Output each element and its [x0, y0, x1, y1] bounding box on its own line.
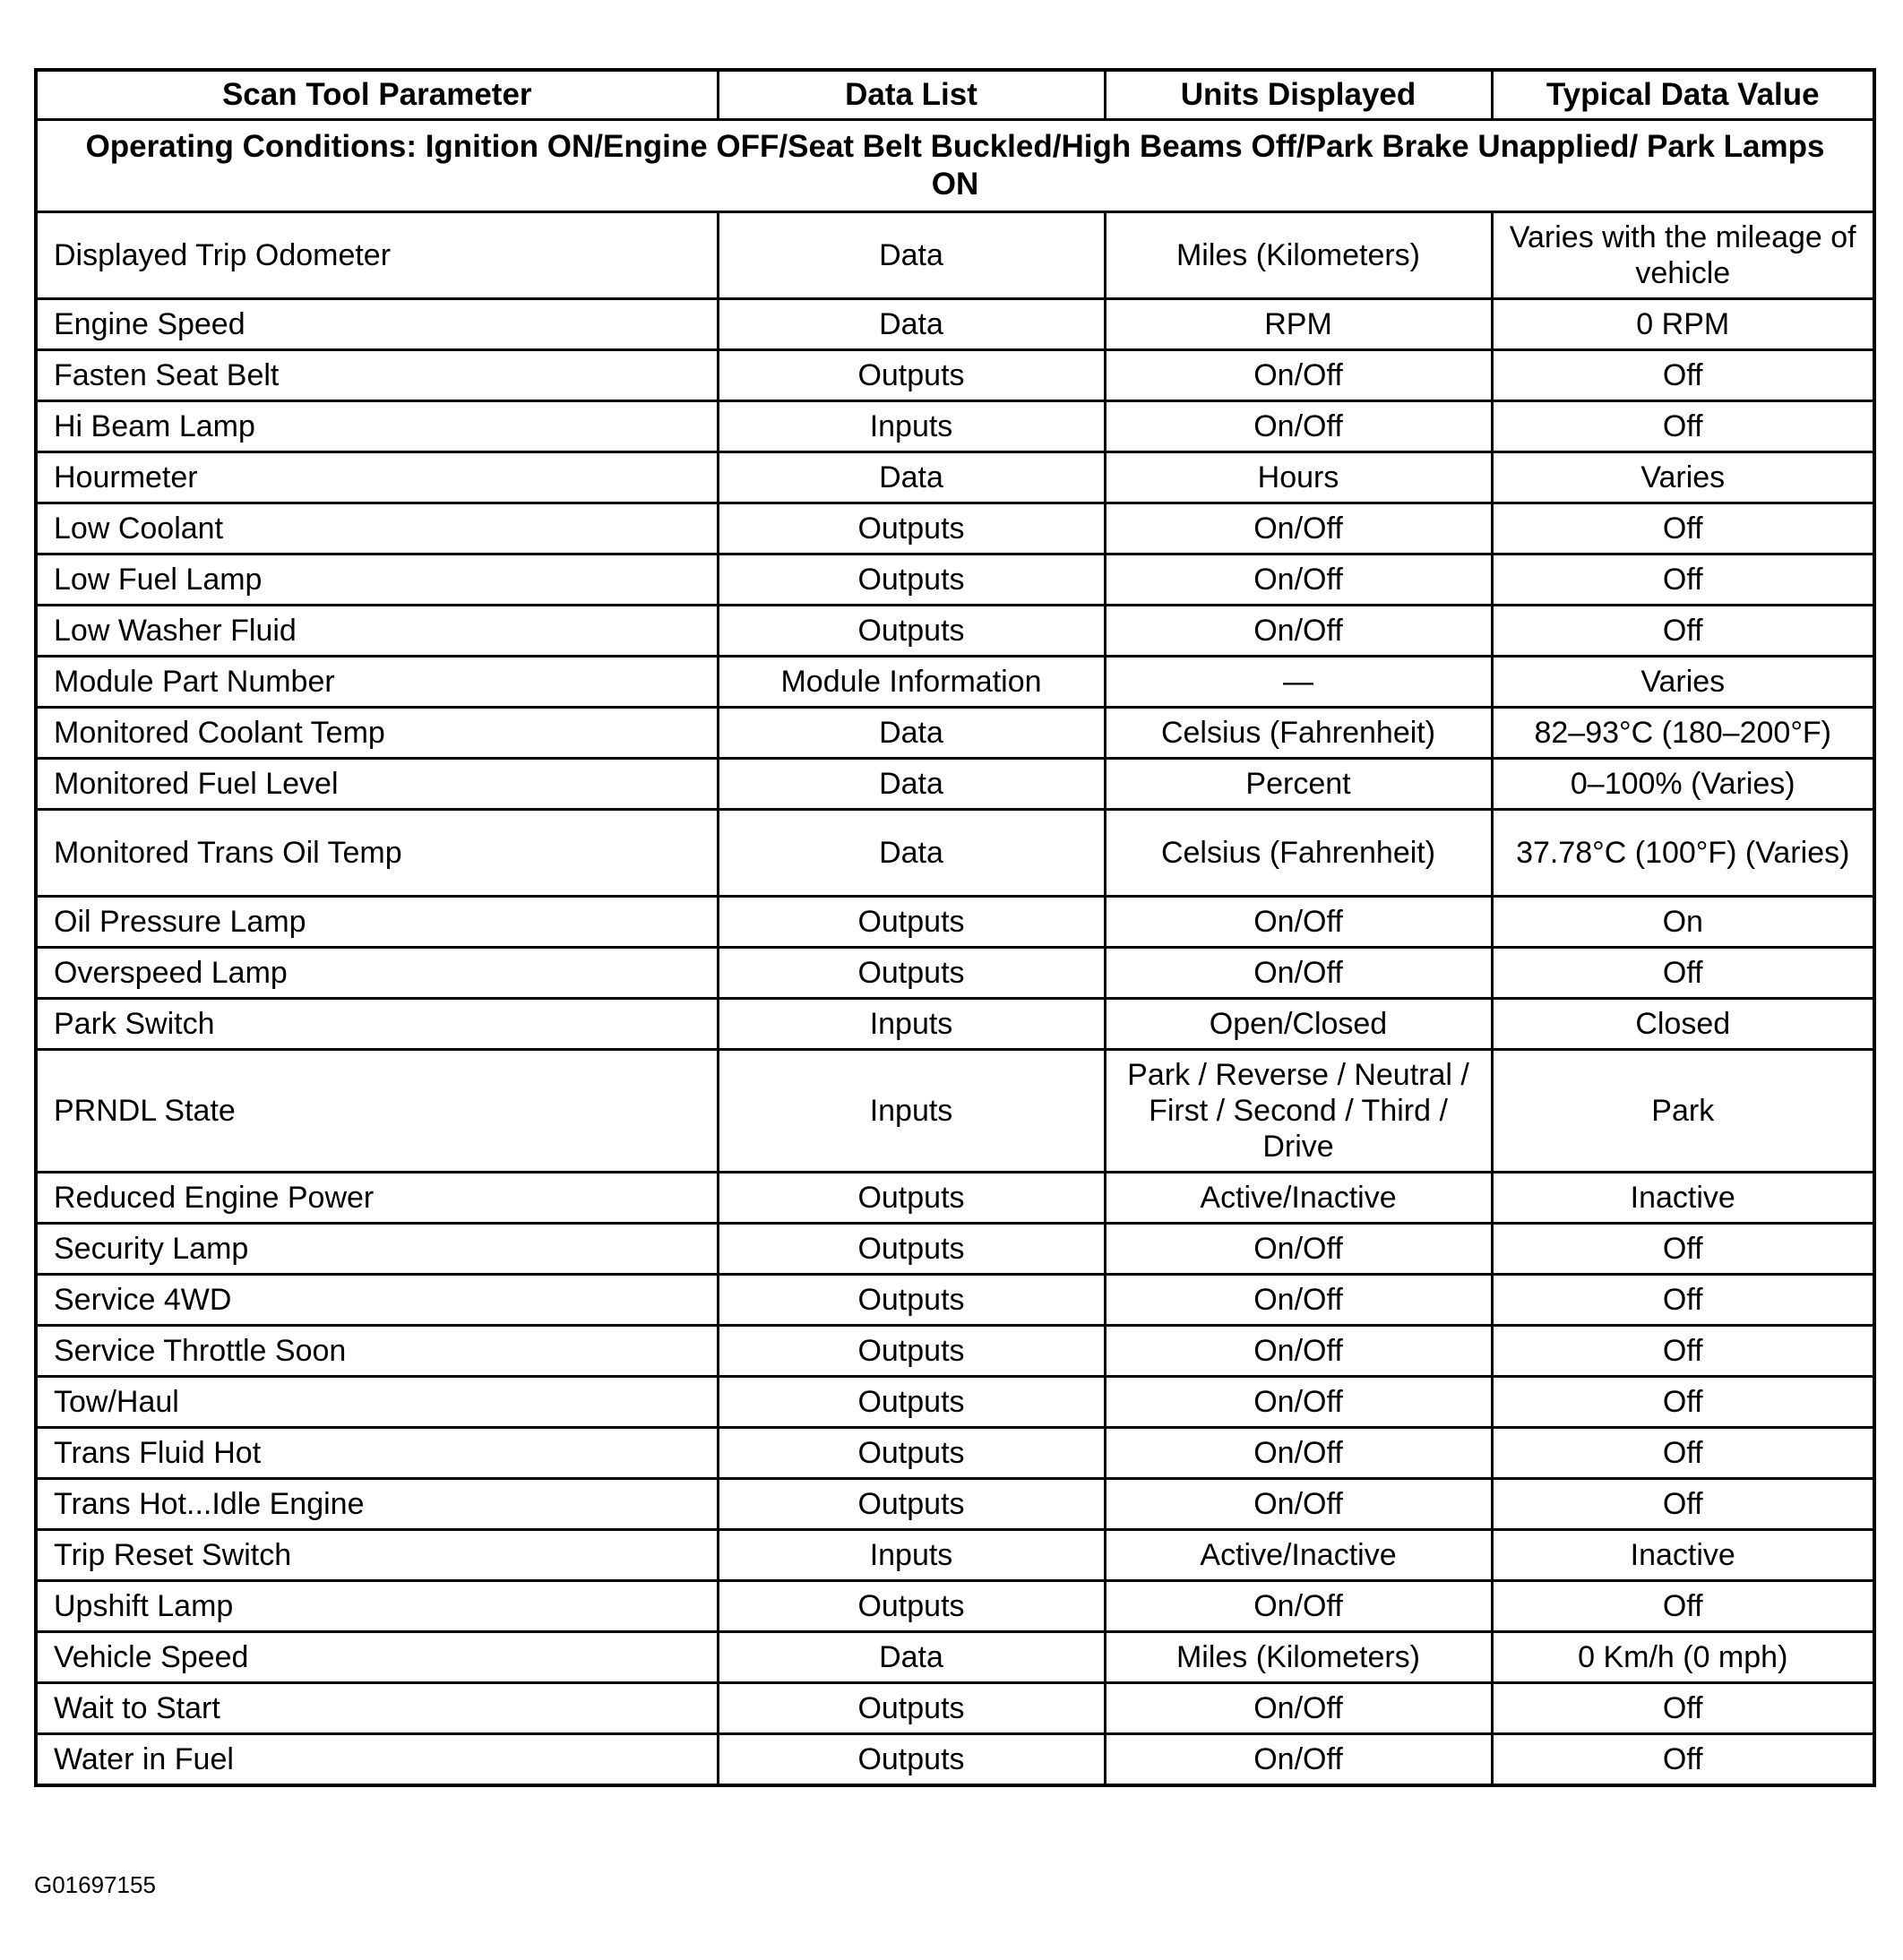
figure-id: G01697155: [34, 1871, 156, 1898]
data-list-cell: Inputs: [718, 1050, 1105, 1173]
data-list-cell: Outputs: [718, 897, 1105, 948]
parameter-cell: Tow/Haul: [36, 1377, 718, 1428]
typical-value-cell: Off: [1492, 554, 1874, 606]
table-row: [36, 1683, 1874, 1734]
units-cell: On/Off: [1105, 1581, 1492, 1632]
units-cell: Hours: [1105, 452, 1492, 503]
typical-value-cell: Off: [1492, 606, 1874, 657]
typical-value-cell: Closed: [1492, 999, 1874, 1050]
units-cell: On/Off: [1105, 401, 1492, 452]
table-row: [36, 554, 1874, 606]
table-row: [36, 1173, 1874, 1224]
data-list-cell: Data: [718, 299, 1105, 350]
typical-value-cell: 82–93°C (180–200°F): [1492, 708, 1874, 759]
units-cell: Celsius (Fahrenheit): [1105, 810, 1492, 897]
data-list-cell: Outputs: [718, 554, 1105, 606]
parameter-cell: Displayed Trip Odometer: [36, 212, 718, 299]
header-row: [36, 70, 1874, 120]
units-cell: On/Off: [1105, 948, 1492, 999]
typical-value-cell: Off: [1492, 1581, 1874, 1632]
units-cell: On/Off: [1105, 1224, 1492, 1275]
parameter-cell: Trans Hot...Idle Engine: [36, 1479, 718, 1530]
typical-value-cell: Inactive: [1492, 1173, 1874, 1224]
data-list-cell: Data: [718, 1632, 1105, 1683]
data-list-cell: Outputs: [718, 1479, 1105, 1530]
parameter-cell: Monitored Fuel Level: [36, 759, 718, 810]
units-cell: Active/Inactive: [1105, 1173, 1492, 1224]
typical-value-cell: 0 RPM: [1492, 299, 1874, 350]
units-cell: Celsius (Fahrenheit): [1105, 708, 1492, 759]
header-scan-tool-parameter: Scan Tool Parameter: [36, 70, 718, 120]
units-cell: —: [1105, 657, 1492, 708]
operating-conditions: Operating Conditions: Ignition ON/Engine OFF/Seat Belt Buckled/High Beams Off/Park Brake Unapplied/ Park Lamps ON: [36, 120, 1874, 212]
table-row: [36, 299, 1874, 350]
typical-value-cell: 0 Km/h (0 mph): [1492, 1632, 1874, 1683]
typical-value-cell: Off: [1492, 1683, 1874, 1734]
header-units-displayed: Units Displayed: [1105, 70, 1492, 120]
table-row: [36, 948, 1874, 999]
parameter-cell: Monitored Trans Oil Temp: [36, 810, 718, 897]
parameter-cell: Oil Pressure Lamp: [36, 897, 718, 948]
units-cell: Open/Closed: [1105, 999, 1492, 1050]
data-list-cell: Data: [718, 212, 1105, 299]
data-list-cell: Outputs: [718, 1581, 1105, 1632]
scan-tool-data-table: [34, 68, 1876, 1787]
data-list-cell: Module Information: [718, 657, 1105, 708]
units-cell: On/Off: [1105, 1479, 1492, 1530]
typical-value-cell: Off: [1492, 1326, 1874, 1377]
table-row: [36, 1050, 1874, 1173]
data-list-cell: Outputs: [718, 1224, 1105, 1275]
data-list-cell: Inputs: [718, 999, 1105, 1050]
units-cell: On/Off: [1105, 554, 1492, 606]
parameter-cell: Low Fuel Lamp: [36, 554, 718, 606]
typical-value-cell: Inactive: [1492, 1530, 1874, 1581]
data-list-cell: Inputs: [718, 1530, 1105, 1581]
units-cell: Miles (Kilometers): [1105, 212, 1492, 299]
parameter-cell: Upshift Lamp: [36, 1581, 718, 1632]
data-list-cell: Data: [718, 759, 1105, 810]
data-list-cell: Outputs: [718, 350, 1105, 401]
table-row: [36, 1377, 1874, 1428]
units-cell: On/Off: [1105, 350, 1492, 401]
data-list-cell: Outputs: [718, 1173, 1105, 1224]
data-list-cell: Outputs: [718, 1326, 1105, 1377]
typical-value-cell: Park: [1492, 1050, 1874, 1173]
table-row: [36, 452, 1874, 503]
typical-value-cell: Off: [1492, 1428, 1874, 1479]
table-row: [36, 657, 1874, 708]
table-row: [36, 212, 1874, 299]
parameter-cell: Hourmeter: [36, 452, 718, 503]
table-row: [36, 1530, 1874, 1581]
units-cell: On/Off: [1105, 1326, 1492, 1377]
table-row: [36, 503, 1874, 554]
units-cell: Percent: [1105, 759, 1492, 810]
typical-value-cell: Off: [1492, 1479, 1874, 1530]
table-row: [36, 708, 1874, 759]
units-cell: On/Off: [1105, 503, 1492, 554]
parameter-cell: Trans Fluid Hot: [36, 1428, 718, 1479]
parameter-cell: Module Part Number: [36, 657, 718, 708]
parameter-cell: Fasten Seat Belt: [36, 350, 718, 401]
parameter-cell: Security Lamp: [36, 1224, 718, 1275]
parameter-cell: Hi Beam Lamp: [36, 401, 718, 452]
data-list-cell: Data: [718, 708, 1105, 759]
data-list-cell: Outputs: [718, 1377, 1105, 1428]
typical-value-cell: Off: [1492, 350, 1874, 401]
parameter-cell: Service Throttle Soon: [36, 1326, 718, 1377]
typical-value-cell: Off: [1492, 1734, 1874, 1786]
units-cell: RPM: [1105, 299, 1492, 350]
data-list-cell: Outputs: [718, 503, 1105, 554]
typical-value-cell: Off: [1492, 503, 1874, 554]
data-list-cell: Outputs: [718, 1734, 1105, 1786]
parameter-cell: Water in Fuel: [36, 1734, 718, 1786]
typical-value-cell: On: [1492, 897, 1874, 948]
data-list-cell: Inputs: [718, 401, 1105, 452]
units-cell: On/Off: [1105, 1683, 1492, 1734]
typical-value-cell: Varies: [1492, 452, 1874, 503]
parameter-cell: Overspeed Lamp: [36, 948, 718, 999]
table-row: [36, 999, 1874, 1050]
parameter-cell: Low Washer Fluid: [36, 606, 718, 657]
units-cell: On/Off: [1105, 1734, 1492, 1786]
data-list-cell: Data: [718, 810, 1105, 897]
table-row: [36, 1479, 1874, 1530]
table-row: [36, 1734, 1874, 1786]
units-cell: On/Off: [1105, 897, 1492, 948]
units-cell: On/Off: [1105, 1275, 1492, 1326]
typical-value-cell: Off: [1492, 1377, 1874, 1428]
units-cell: Miles (Kilometers): [1105, 1632, 1492, 1683]
document-sheet: [34, 68, 1873, 1787]
typical-value-cell: 0–100% (Varies): [1492, 759, 1874, 810]
parameter-cell: Reduced Engine Power: [36, 1173, 718, 1224]
parameter-cell: Vehicle Speed: [36, 1632, 718, 1683]
table-row: [36, 759, 1874, 810]
table-row: [36, 1581, 1874, 1632]
operating-conditions-row: [36, 120, 1874, 212]
parameter-cell: Service 4WD: [36, 1275, 718, 1326]
table-row: [36, 606, 1874, 657]
typical-value-cell: Off: [1492, 1275, 1874, 1326]
data-list-cell: Outputs: [718, 606, 1105, 657]
typical-value-cell: 37.78°C (100°F) (Varies): [1492, 810, 1874, 897]
table-row: [36, 1632, 1874, 1683]
typical-value-cell: Off: [1492, 948, 1874, 999]
table-row: [36, 1326, 1874, 1377]
parameter-cell: Engine Speed: [36, 299, 718, 350]
table-row: [36, 1224, 1874, 1275]
table-row: [36, 1275, 1874, 1326]
parameter-cell: Trip Reset Switch: [36, 1530, 718, 1581]
units-cell: On/Off: [1105, 606, 1492, 657]
parameter-cell: Low Coolant: [36, 503, 718, 554]
table-row: [36, 401, 1874, 452]
data-list-cell: Outputs: [718, 1428, 1105, 1479]
typical-value-cell: Off: [1492, 1224, 1874, 1275]
parameter-cell: PRNDL State: [36, 1050, 718, 1173]
parameter-cell: Monitored Coolant Temp: [36, 708, 718, 759]
units-cell: On/Off: [1105, 1428, 1492, 1479]
typical-value-cell: Varies: [1492, 657, 1874, 708]
typical-value-cell: Off: [1492, 401, 1874, 452]
header-data-list: Data List: [718, 70, 1105, 120]
typical-value-cell: Varies with the mileage of vehicle: [1492, 212, 1874, 299]
header-typical-data-value: Typical Data Value: [1492, 70, 1874, 120]
data-list-cell: Outputs: [718, 1683, 1105, 1734]
table-row: [36, 810, 1874, 897]
table-row: [36, 897, 1874, 948]
units-cell: Active/Inactive: [1105, 1530, 1492, 1581]
data-list-cell: Outputs: [718, 1275, 1105, 1326]
data-list-cell: Data: [718, 452, 1105, 503]
table-row: [36, 1428, 1874, 1479]
parameter-cell: Park Switch: [36, 999, 718, 1050]
units-cell: Park / Reverse / Neutral / First / Second / Third / Drive: [1105, 1050, 1492, 1173]
table-row: [36, 350, 1874, 401]
parameter-cell: Wait to Start: [36, 1683, 718, 1734]
data-list-cell: Outputs: [718, 948, 1105, 999]
units-cell: On/Off: [1105, 1377, 1492, 1428]
